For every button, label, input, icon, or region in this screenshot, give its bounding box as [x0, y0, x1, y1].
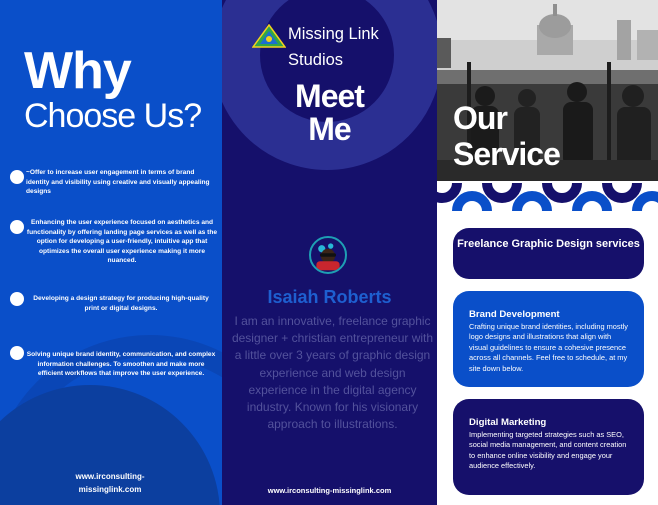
- profile-illustration-icon: [311, 238, 345, 272]
- service-heading-line2: Service: [453, 136, 560, 172]
- brand-name-line2: Studios: [288, 51, 344, 69]
- service-card-title: Brand Development: [469, 309, 560, 320]
- service-card-brand-development: [453, 291, 644, 387]
- benefit-item: Enhancing the user experience focused on aesthetics and functionality by offering landing page services as well as the option for developing a user-friendly, intuitive app that optimizes the overall user experience making it more nuanced.: [26, 219, 218, 265]
- service-card-description: Implementing targeted strategies such as SEO, social media management, and content creation to enhance online visibility and engage your audience effectively.: [469, 430, 627, 471]
- meet-heading-line1: Meet: [295, 78, 364, 114]
- website-link-line2: missinglink.com: [78, 485, 142, 494]
- designer-name: Isaiah Roberts: [267, 287, 392, 307]
- benefit-item: Developing a design strategy for producing high-quality print or digital designs.: [33, 295, 209, 312]
- service-card-graphic-design: [453, 228, 644, 279]
- decorative-wave: [437, 181, 658, 215]
- service-heading-line1: Our: [453, 100, 507, 136]
- meet-me-heading: [222, 80, 437, 146]
- benefit-item: ~Offer to increase user engagement in terms of brand identity and visibility using creative and visually appealing designs: [26, 169, 210, 196]
- why-choose-us-panel: [0, 0, 222, 505]
- bullet-dot-icon: [10, 292, 24, 306]
- bullet-dot-icon: [10, 220, 24, 234]
- bullet-dot-icon: [10, 170, 24, 184]
- meet-me-panel: [222, 0, 437, 505]
- website-link[interactable]: www.irconsulting-missinglink.com: [267, 486, 392, 495]
- our-service-heading: [453, 100, 560, 172]
- service-card-description: Crafting unique brand identities, including mostly logo designs and illustrations that align with visual guidelines to ensure a cohesive presence across all channels. Feel free to schedule, at my site down below.: [469, 322, 628, 373]
- website-link-line1: www.irconsulting-: [75, 472, 145, 481]
- why-title: Why: [24, 42, 131, 100]
- service-card-digital-marketing: [453, 399, 644, 495]
- our-service-panel: [437, 0, 658, 505]
- designer-bio: I am an innovative, freelance graphic designer + christian entrepreneur with a little over 3 years of graphic design experience and web design experience in the digital agency industry. Known for his visionary approach to illustrations.: [231, 314, 434, 432]
- brand-name-line1: Missing Link: [288, 25, 379, 43]
- bullet-dot-icon: [10, 346, 24, 360]
- benefit-item: Solving unique brand identity, communication, and complex information challenges. To smoothen and make more efficient workflows that improve the user experience.: [26, 351, 216, 378]
- missing-link-logo-icon: [252, 24, 286, 48]
- choose-us-title: Choose Us?: [24, 97, 202, 135]
- website-link[interactable]: [60, 470, 160, 496]
- service-card-title: Digital Marketing: [469, 417, 547, 428]
- avatar: [309, 236, 347, 274]
- meet-heading-line2: Me: [308, 111, 351, 147]
- service-card-title: Freelance Graphic Design services: [457, 238, 640, 250]
